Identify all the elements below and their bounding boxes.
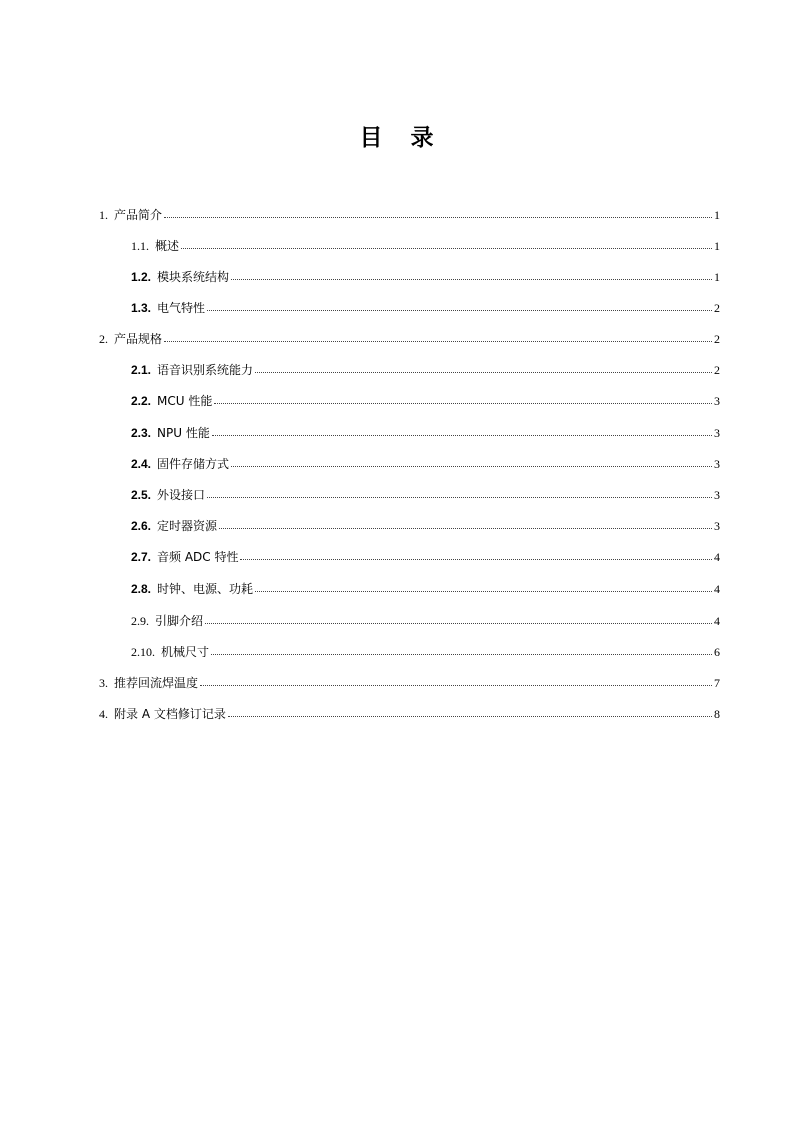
toc-entry-number: 2.10. bbox=[131, 645, 155, 659]
toc-entry-2-9[interactable] bbox=[131, 611, 720, 631]
toc-entry-title: 概述 bbox=[155, 239, 180, 253]
toc-entry-3[interactable] bbox=[99, 673, 720, 693]
toc-dot-leader bbox=[207, 485, 712, 498]
toc-entry-2[interactable] bbox=[99, 329, 720, 349]
toc-entry-title: 固件存储方式 bbox=[157, 457, 230, 471]
toc-entry-number: 1. bbox=[99, 208, 108, 222]
toc-entry-page: 4 bbox=[714, 550, 720, 564]
toc-dot-leader bbox=[228, 704, 712, 717]
toc-entry-2-4[interactable] bbox=[131, 454, 720, 474]
toc-entry-number: 3. bbox=[99, 676, 108, 690]
toc-entry-2-1[interactable] bbox=[131, 360, 720, 380]
toc-entry-2-2[interactable] bbox=[131, 391, 720, 411]
toc-dot-leader bbox=[219, 516, 712, 529]
toc-entry-2-8[interactable] bbox=[131, 579, 720, 599]
toc-dot-leader bbox=[214, 391, 712, 404]
toc-entry-page: 1 bbox=[714, 270, 720, 284]
toc-entry-title: 引脚介绍 bbox=[155, 614, 204, 628]
toc-entry-number: 2.8. bbox=[131, 582, 152, 596]
toc-entry-1[interactable] bbox=[99, 205, 720, 225]
toc-entry-1-1[interactable] bbox=[131, 236, 720, 256]
toc-entry-2-3[interactable] bbox=[131, 423, 720, 443]
toc-entry-page: 3 bbox=[714, 488, 720, 502]
toc-entry-page: 2 bbox=[714, 332, 720, 346]
toc-entry-page: 3 bbox=[714, 394, 720, 408]
toc-entry-2-10[interactable] bbox=[131, 642, 720, 662]
toc-entry-1-2[interactable] bbox=[131, 267, 720, 287]
toc-entry-page: 1 bbox=[714, 208, 720, 222]
toc-entry-2-7[interactable] bbox=[131, 547, 720, 567]
toc-entry-title: 推荐回流焊温度 bbox=[114, 676, 199, 690]
toc-entry-title: 外设接口 bbox=[157, 488, 206, 502]
toc-entry-page: 3 bbox=[714, 426, 720, 440]
toc-dot-leader bbox=[211, 642, 712, 655]
toc-entry-page: 3 bbox=[714, 457, 720, 471]
toc-entry-page: 8 bbox=[714, 707, 720, 721]
toc-entry-number: 2.6. bbox=[131, 519, 152, 533]
toc-entry-number: 2.2. bbox=[131, 394, 152, 408]
toc-entry-number: 1.3. bbox=[131, 301, 152, 315]
page-title: 目 录 bbox=[359, 125, 444, 151]
toc-dot-leader bbox=[164, 329, 712, 342]
toc-entry-number: 4. bbox=[99, 707, 108, 721]
toc-entry-page: 6 bbox=[714, 645, 720, 659]
toc-entry-number: 2.5. bbox=[131, 488, 152, 502]
toc-entry-number: 2.3. bbox=[131, 426, 152, 440]
toc-dot-leader bbox=[255, 579, 712, 592]
toc-entry-number: 1.1. bbox=[131, 239, 149, 253]
toc-dot-leader bbox=[205, 611, 712, 624]
toc-entry-title: 时钟、电源、功耗 bbox=[157, 582, 254, 596]
toc-entry-title: 电气特性 bbox=[157, 301, 206, 315]
toc-entry-page: 7 bbox=[714, 676, 720, 690]
toc-entry-title: 产品简介 bbox=[114, 208, 163, 222]
toc-entry-title: MCU 性能 bbox=[157, 394, 213, 408]
toc-entry-4[interactable] bbox=[99, 704, 720, 724]
toc-entry-number: 2.1. bbox=[131, 363, 152, 377]
toc-entry-title: 模块系统结构 bbox=[157, 270, 230, 284]
toc-dot-leader bbox=[207, 298, 712, 311]
toc-dot-leader bbox=[181, 236, 712, 249]
toc-entry-page: 4 bbox=[714, 582, 720, 596]
toc-entry-number: 2.7. bbox=[131, 550, 152, 564]
toc-entry-title: 附录 A 文档修订记录 bbox=[114, 707, 226, 721]
toc-entry-title: NPU 性能 bbox=[157, 426, 210, 440]
toc-entry-1-3[interactable] bbox=[131, 298, 720, 318]
toc-entry-number: 2. bbox=[99, 332, 108, 346]
toc-entry-title: 定时器资源 bbox=[157, 519, 218, 533]
toc-dot-leader bbox=[255, 360, 712, 373]
toc-entry-title: 产品规格 bbox=[114, 332, 163, 346]
toc-entry-page: 4 bbox=[714, 614, 720, 628]
toc-entry-number: 1.2. bbox=[131, 270, 152, 284]
toc-entry-page: 2 bbox=[714, 301, 720, 315]
toc-entry-2-5[interactable] bbox=[131, 485, 720, 505]
toc-entry-2-6[interactable] bbox=[131, 516, 720, 536]
toc-entry-title: 音频 ADC 特性 bbox=[157, 550, 239, 564]
toc-dot-leader bbox=[231, 454, 712, 467]
toc-dot-leader bbox=[200, 673, 712, 686]
toc-entry-title: 机械尺寸 bbox=[161, 645, 210, 659]
toc-dot-leader bbox=[164, 205, 712, 218]
toc-dot-leader bbox=[240, 547, 712, 560]
toc-entry-page: 3 bbox=[714, 519, 720, 533]
toc-entry-page: 1 bbox=[714, 239, 720, 253]
toc-dot-leader bbox=[231, 267, 712, 280]
toc-entry-title: 语音识别系统能力 bbox=[157, 363, 254, 377]
toc-entry-number: 2.9. bbox=[131, 614, 149, 628]
toc-dot-leader bbox=[212, 423, 712, 436]
toc-entry-number: 2.4. bbox=[131, 457, 152, 471]
toc-entry-page: 2 bbox=[714, 363, 720, 377]
